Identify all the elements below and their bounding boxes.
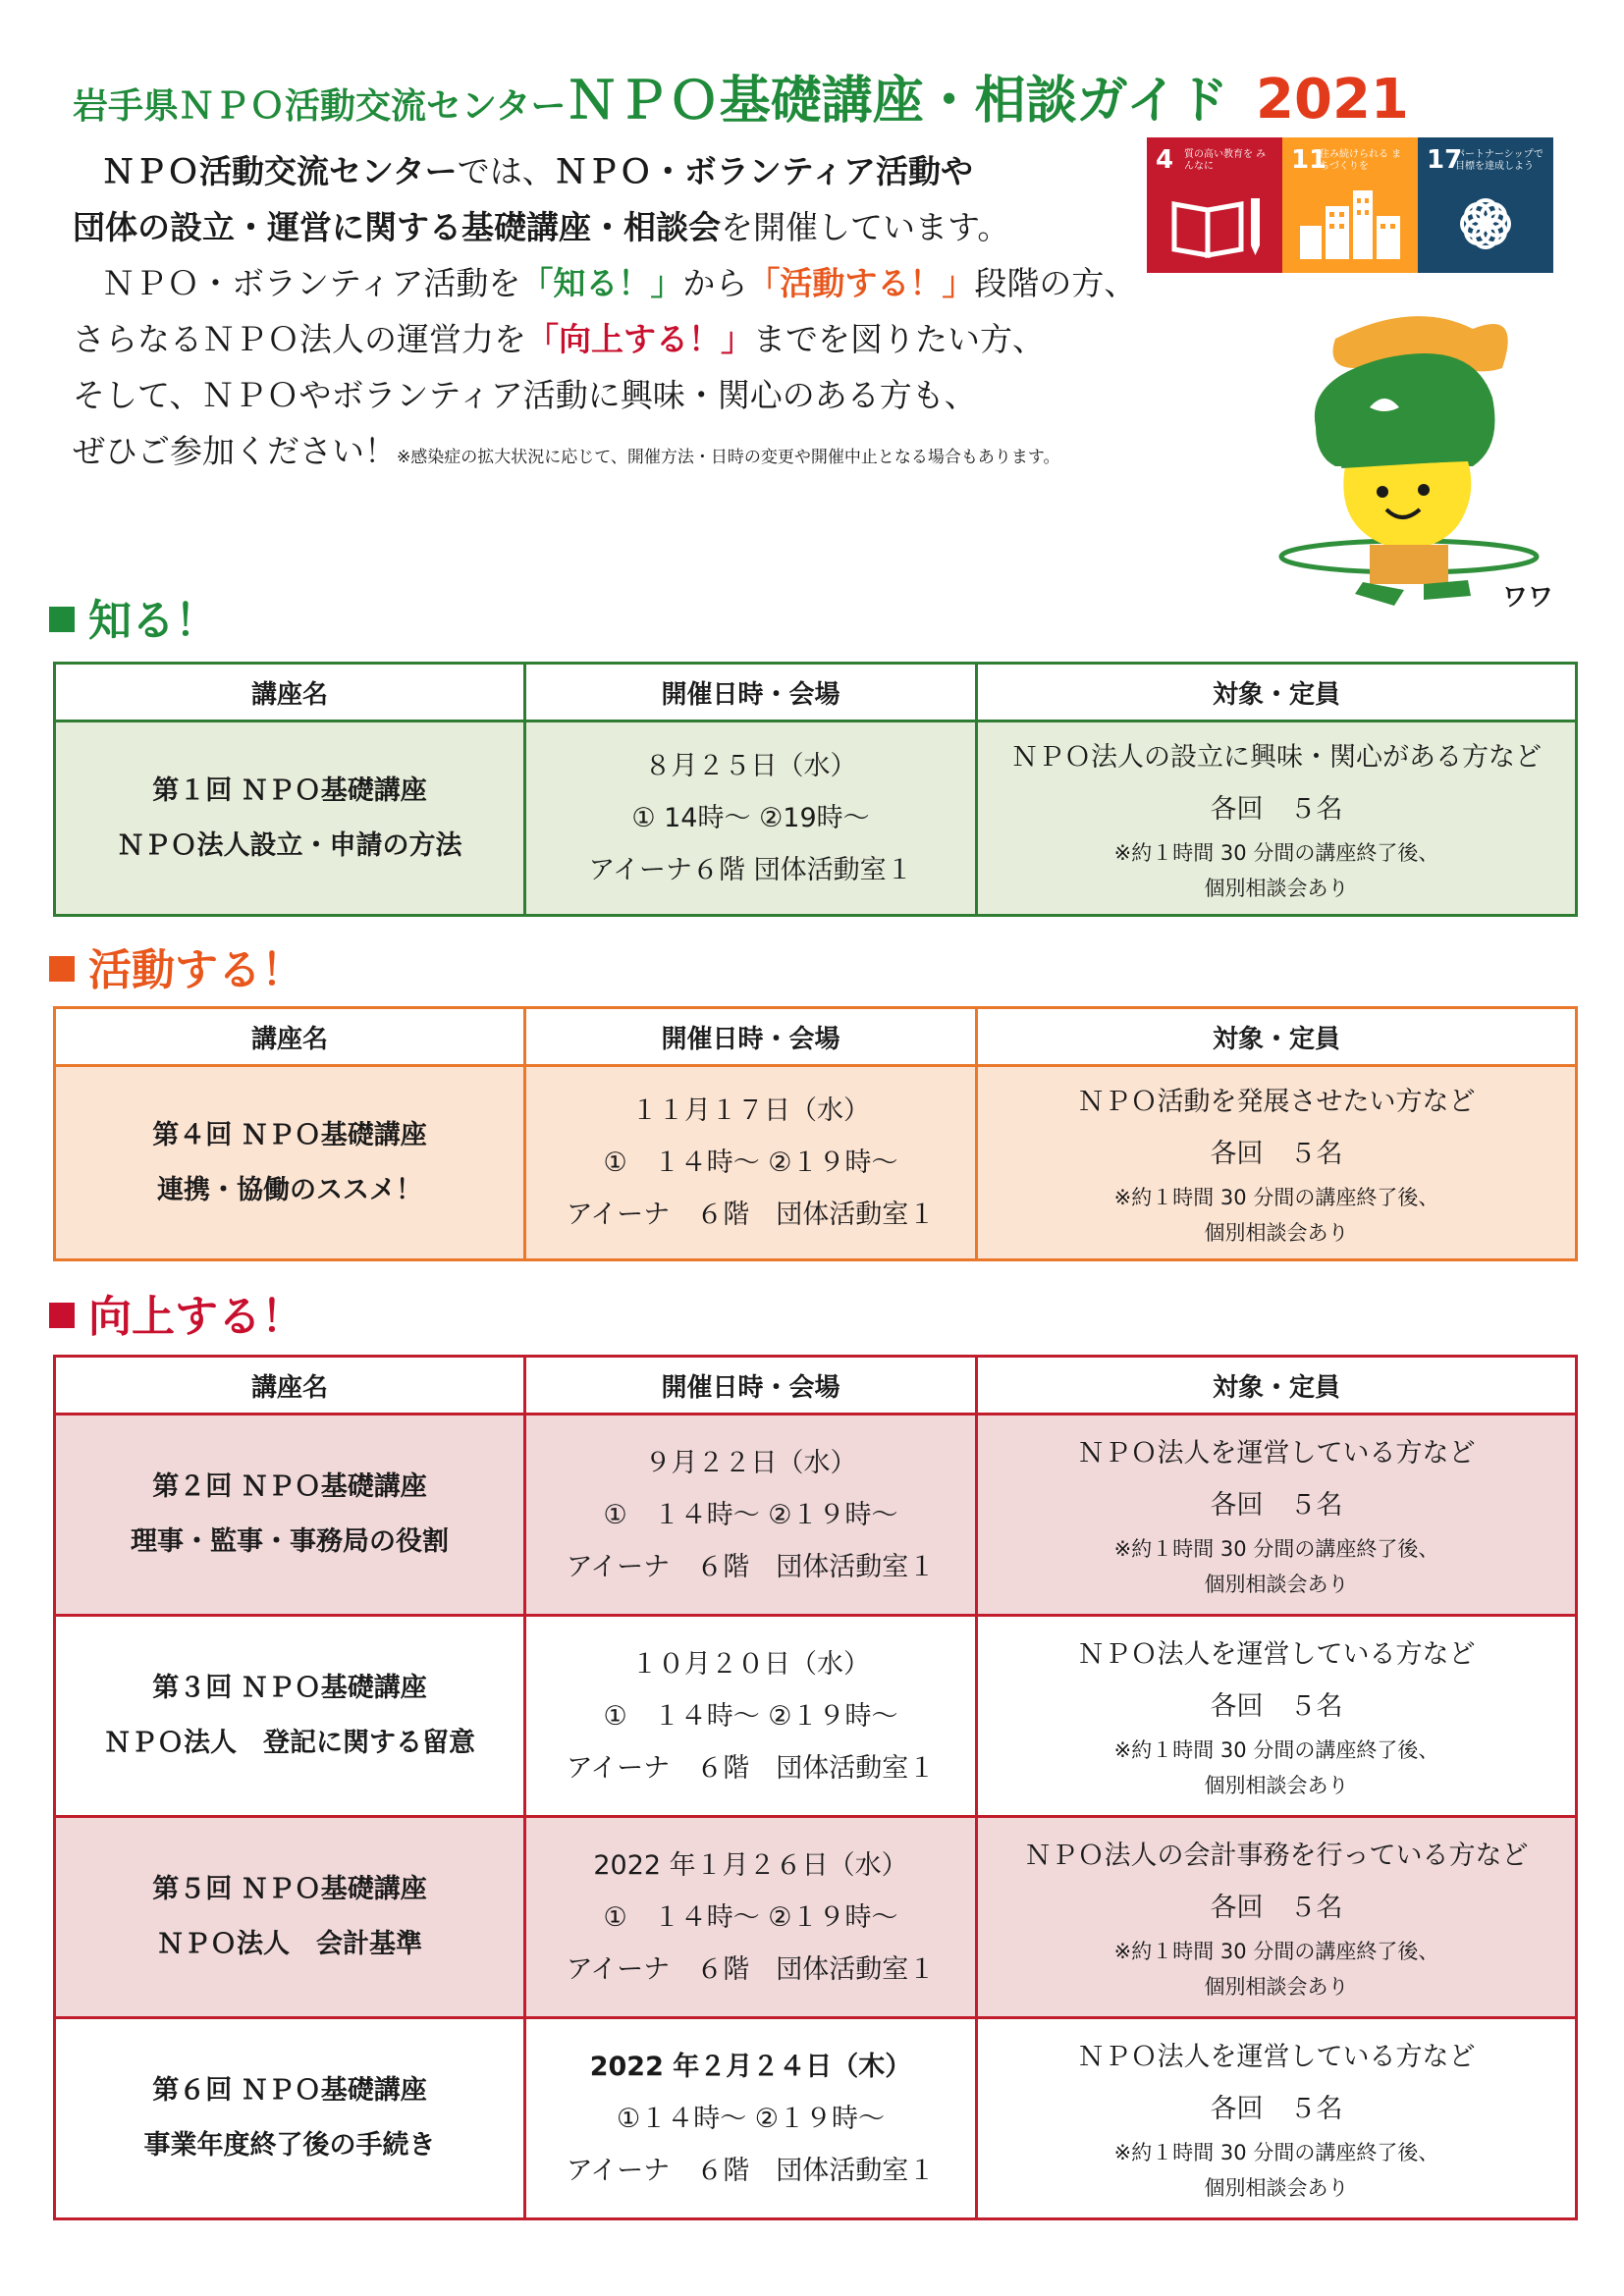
sdg-17-badge: 17 パートナーシップで 目標を達成しよう xyxy=(1418,137,1553,273)
square-bullet-icon xyxy=(49,956,75,982)
datetime-cell: ８月２５日（水） ① 14時～ ②19時～ アイーナ６階 団体活動室１ xyxy=(525,721,977,916)
table-header-row: 講座名 開催日時・会場 対象・定員 xyxy=(55,664,1577,721)
guide-title: ＮＰＯ基礎講座・相談ガイド xyxy=(566,72,1229,131)
target-cell: ＮＰＯ法人を運営している方など 各回 ５名 ※約１時間 30 分間の講座終了後、 個別相談会あり xyxy=(977,1415,1577,1616)
mascot-character-icon xyxy=(1276,299,1551,614)
course-name-cell: 第５回 ＮＰＯ基礎講座 ＮＰＯ法人 会計基準 xyxy=(55,1817,525,2018)
page-title xyxy=(73,59,1575,137)
section-improve-heading: 向上する！ xyxy=(49,1281,304,1344)
intro-line-2: 団体の設立・運営に関する基礎講座・相談会を開催しています。 xyxy=(73,208,1010,246)
schedule-table-know xyxy=(53,662,1578,917)
target-cell: ＮＰＯ法人を運営している方など 各回 ５名 ※約１時間 30 分間の講座終了後、 個別相談会あり xyxy=(977,1616,1577,1817)
intro-line-4: さらなるＮＰＯ法人の運営力を「向上する！」までを図りたい方、 xyxy=(73,320,1045,358)
datetime-cell: １０月２０日（水） ① １４時～ ②１９時～ アイーナ ６階 団体活動室１ xyxy=(525,1616,977,1817)
course-name-cell: 第２回 ＮＰＯ基礎講座 理事・監事・事務局の役割 xyxy=(55,1415,525,1616)
table-row xyxy=(55,1817,1577,2018)
table-row xyxy=(55,1415,1577,1616)
center-name: 岩手県ＮＰＯ活動交流センター xyxy=(73,86,567,127)
datetime-cell: 2022 年１月２６日（水） ① １４時～ ②１９時～ アイーナ ６階 団体活動室１ xyxy=(525,1817,977,2018)
datetime-cell: 2022 年２月２４日（木） ①１４時～ ②１９時～ アイーナ ６階 団体活動室１ xyxy=(525,2018,977,2219)
section-know-heading: 知る！ xyxy=(49,585,218,648)
table-header-row: 講座名 開催日時・会場 対象・定員 xyxy=(55,1008,1577,1066)
sdgs-badges xyxy=(1147,137,1553,273)
mascot-illustration xyxy=(1276,299,1551,614)
table-row xyxy=(55,721,1577,916)
target-cell: ＮＰＯ法人を運営している方など 各回 ５名 ※約１時間 30 分間の講座終了後、 個別相談会あり xyxy=(977,2018,1577,2219)
sdg-4-badge: 4 質の高い教育を みんなに xyxy=(1147,137,1282,273)
datetime-cell: １１月１７日（水） ① １４時～ ②１９時～ アイーナ ６階 団体活動室１ xyxy=(525,1066,977,1260)
course-name-cell: 第６回 ＮＰＯ基礎講座 事業年度終了後の手続き xyxy=(55,2018,525,2219)
intro-line-3: ＮＰＯ・ボランティア活動を「知る！」から「活動する！」段階の方、 xyxy=(102,264,1137,302)
partnership-ring-icon xyxy=(1418,177,1553,271)
intro-line-5: そして、ＮＰＯやボランティア活動に興味・関心のある方も、 xyxy=(73,376,977,414)
target-cell: ＮＰＯ活動を発展させたい方など 各回 ５名 ※約１時間 30 分間の講座終了後、 個別相談会あり xyxy=(977,1066,1577,1260)
intro-text xyxy=(73,143,1172,479)
disclaimer-note: ※感染症の拡大状況に応じて、開催方法・日時の変更や開催中止となる場合もあります。 xyxy=(397,448,1060,467)
intro-line-1: ＮＰＯ活動交流センターでは、ＮＰＯ・ボランティア活動や xyxy=(102,152,974,190)
datetime-cell: ９月２２日（水） ① １４時～ ②１９時～ アイーナ ６階 団体活動室１ xyxy=(525,1415,977,1616)
course-name-cell: 第３回 ＮＰＯ基礎講座 ＮＰＯ法人 登記に関する留意 xyxy=(55,1616,525,1817)
schedule-table-act xyxy=(53,1006,1578,1261)
mascot-caption: ワワ xyxy=(1502,583,1551,613)
city-buildings-icon xyxy=(1282,177,1418,271)
course-name-cell: 第１回 ＮＰＯ基礎講座 ＮＰＯ法人設立・申請の方法 xyxy=(55,721,525,916)
square-bullet-icon xyxy=(49,607,75,632)
table-header-row: 講座名 開催日時・会場 対象・定員 xyxy=(55,1357,1577,1415)
schedule-table-improve xyxy=(53,1355,1578,2220)
table-row xyxy=(55,2018,1577,2219)
course-name-cell: 第４回 ＮＰＯ基礎講座 連携・協働のススメ！ xyxy=(55,1066,525,1260)
table-row xyxy=(55,1066,1577,1260)
target-cell: ＮＰＯ法人の設立に興味・関心がある方など 各回 ５名 ※約１時間 30 分間の講座終了後、 個別相談会あり xyxy=(977,721,1577,916)
section-act-heading: 活動する！ xyxy=(49,934,304,997)
square-bullet-icon xyxy=(49,1303,75,1328)
table-row xyxy=(55,1616,1577,1817)
book-pencil-icon xyxy=(1147,177,1282,271)
target-cell: ＮＰＯ法人の会計事務を行っている方など 各回 ５名 ※約１時間 30 分間の講座終了後、 個別相談会あり xyxy=(977,1817,1577,2018)
sdg-11-badge: 11 住み続けられる まちづくりを xyxy=(1282,137,1418,273)
year-label: 2021 xyxy=(1256,68,1409,132)
intro-line-6: ぜひご参加ください！※感染症の拡大状況に応じて、開催方法・日時の変更や開催中止となる場合もあります。 xyxy=(73,432,1060,470)
